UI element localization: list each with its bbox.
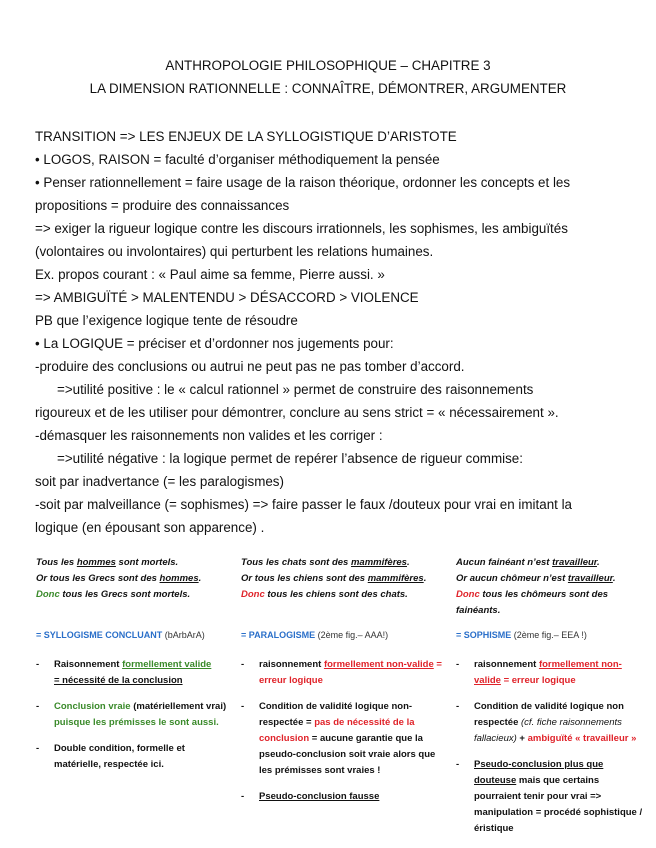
text-line: logique (en épousant son apparence) . [35, 520, 265, 535]
text-line: => exiger la rigueur logique contre les discours irrationnels, les sophismes, les ambiguïtés [35, 221, 568, 236]
example-text: Or tous les Grecs sont des [36, 573, 160, 584]
bullet [241, 657, 446, 689]
dash-marker: - [36, 743, 40, 754]
example-text: Tous les chats sont des [241, 557, 351, 568]
example-paralogisme [241, 555, 446, 623]
text-line: rigoureux et de les utiliser pour démontrer, conclure au sens strict = « nécessairement ». [35, 405, 559, 420]
donc-keyword: Donc [36, 589, 60, 600]
donc-keyword: Donc [456, 589, 480, 600]
bullet-text: mais que certains pourraient tenir pour vrai => manipulation = procédé sophistique / éristique [474, 775, 643, 834]
text-line: -démasquer les raisonnements non valides et les corriger : [35, 428, 383, 443]
heading-figure: (2ème fig.– EEA !) [513, 630, 587, 640]
example-term: hommes [159, 573, 199, 584]
text-line: (volontaires ou involontaires) qui perturbent les relations humaines. [35, 244, 434, 259]
highlight-red: ambiguïté « travailleur » [527, 733, 637, 744]
chapter-subtitle: LA DIMENSION RATIONNELLE : CONNAÎTRE, DÉMONTRER, ARGUMENTER [89, 81, 567, 96]
text-line: -produire des conclusions ou autrui ne peut pas ne pas tomber d’accord. [35, 359, 465, 374]
text-line: =>utilité positive : le « calcul rationnel » permet de construire des raisonnements [57, 382, 534, 397]
column-heading [36, 627, 231, 657]
example-text: tous les chiens sont des chats. [264, 589, 408, 600]
highlight-green: Conclusion vraie [54, 701, 131, 712]
heading-figure: (bArbArA) [164, 630, 205, 640]
dash-marker: - [456, 759, 460, 770]
column-sophisme [456, 555, 646, 847]
example-sophisme [456, 555, 646, 623]
bullet-text: Condition de validité logique non respectée [474, 701, 624, 728]
bullet [456, 757, 646, 837]
bullet [456, 657, 646, 689]
bullet-text: raisonnement [259, 659, 324, 670]
bullet-text: Double condition, formelle et matérielle, respectée ici. [54, 743, 185, 770]
text-line: soit par inadvertance (= les paralogismes) [35, 474, 284, 489]
heading-label: = SOPHISME [456, 630, 512, 640]
bullet-text: raisonnement [474, 659, 539, 670]
example-text: tous les chômeurs sont des fainéants. [456, 589, 609, 616]
example-term: travailleur [552, 557, 597, 568]
example-term: mammifères [350, 557, 407, 568]
example-text: tous les Grecs sont mortels. [59, 589, 191, 600]
example-text: . [406, 557, 410, 568]
bullet-text: Raisonnement [54, 659, 123, 670]
example-text: Aucun fainéant n’est [456, 557, 553, 568]
heading-label: = PARALOGISME [241, 630, 316, 640]
bullet-text: Condition de validité logique non-respectée = [259, 701, 413, 728]
dash-marker: - [36, 701, 40, 712]
dash-marker: - [241, 701, 245, 712]
bullet-text: + [516, 733, 528, 744]
example-text: . [198, 573, 202, 584]
dash-marker: - [241, 659, 245, 670]
highlight-red: pas de nécessité de la conclusion [259, 717, 415, 744]
example-text: Tous les [36, 557, 77, 568]
chapter-title: ANTHROPOLOGIE PHILOSOPHIQUE – CHAPITRE 3 [165, 58, 491, 73]
text-line: Ex. propos courant : « Paul aime sa femme, Pierre aussi. » [35, 267, 385, 282]
example-text: Or aucun chômeur n’est [456, 573, 568, 584]
bullet-text: Pseudo-conclusion fausse [259, 791, 380, 802]
column-heading [241, 627, 446, 657]
bullet-text: (matériellement vrai) [130, 701, 227, 712]
donc-keyword: Donc [241, 589, 265, 600]
heading-figure: (2ème fig.– AAA!) [317, 630, 389, 640]
highlight-red: = erreur logique [500, 675, 576, 686]
example-text: . [596, 557, 600, 568]
highlight-green: puisque les prémisses le sont aussi. [54, 717, 219, 728]
text-line: propositions = produire des connaissances [35, 198, 290, 213]
text-line: PB que l’exigence logique tente de résoudre [35, 313, 298, 328]
highlight-red: = erreur logique [259, 659, 442, 686]
column-heading [456, 627, 646, 657]
dash-marker: - [456, 659, 460, 670]
dash-marker: - [36, 659, 40, 670]
highlight-red: formellement non-valide [323, 659, 434, 670]
text-line: TRANSITION => LES ENJEUX DE LA SYLLOGISTIQUE D’ARISTOTE [35, 129, 457, 144]
text-line: • LOGOS, RAISON = faculté d’organiser méthodiquement la pensée [35, 152, 440, 167]
bullet [456, 699, 646, 747]
reference-note: (cf. fiche raisonnements fallacieux) [474, 717, 622, 744]
bullet-text: = aucune garantie que la pseudo-conclusion soit vraie alors que les prémisses sont vraies ! [259, 733, 436, 776]
example-text: . [423, 573, 427, 584]
example-term: hommes [76, 557, 116, 568]
dash-marker: - [456, 701, 460, 712]
text-line: => AMBIGUÏTÉ > MALENTENDU > DÉSACCORD > VIOLENCE [35, 290, 419, 305]
heading-label: = SYLLOGISME CONCLUANT [36, 630, 163, 640]
main-text [35, 125, 631, 539]
text-line: • La LOGIQUE = préciser et d’ordonner nos jugements pour: [35, 336, 394, 351]
example-term: travailleur [567, 573, 613, 584]
bullet [36, 741, 231, 773]
text-line: =>utilité négative : la logique permet de repérer l’absence de rigueur commise: [57, 451, 523, 466]
column-paralogisme [241, 555, 446, 815]
example-text: Or tous les chiens sont des [241, 573, 368, 584]
column-syllogisme [36, 555, 231, 783]
bullet [241, 699, 446, 779]
example-syllogisme [36, 555, 231, 623]
bullet [36, 699, 231, 731]
text-line: -soit par malveillance (= sophismes) => faire passer le faux /douteux pour vrai en imitant la [35, 497, 572, 512]
bullet-text: = nécessité de la conclusion [54, 675, 183, 686]
dash-marker: - [241, 791, 245, 802]
text-line: • Penser rationnellement = faire usage de la raison théorique, ordonner les concepts et les [35, 175, 571, 190]
example-text: . [612, 573, 616, 584]
bullet [241, 789, 446, 805]
bullet-text: Pseudo-conclusion plus que douteuse [474, 759, 604, 786]
example-term: mammifères [367, 573, 424, 584]
bullet [36, 657, 231, 689]
highlight-green: formellement valide [122, 659, 212, 670]
highlight-red: formellement non-valide [474, 659, 622, 686]
example-text: sont mortels. [115, 557, 179, 568]
